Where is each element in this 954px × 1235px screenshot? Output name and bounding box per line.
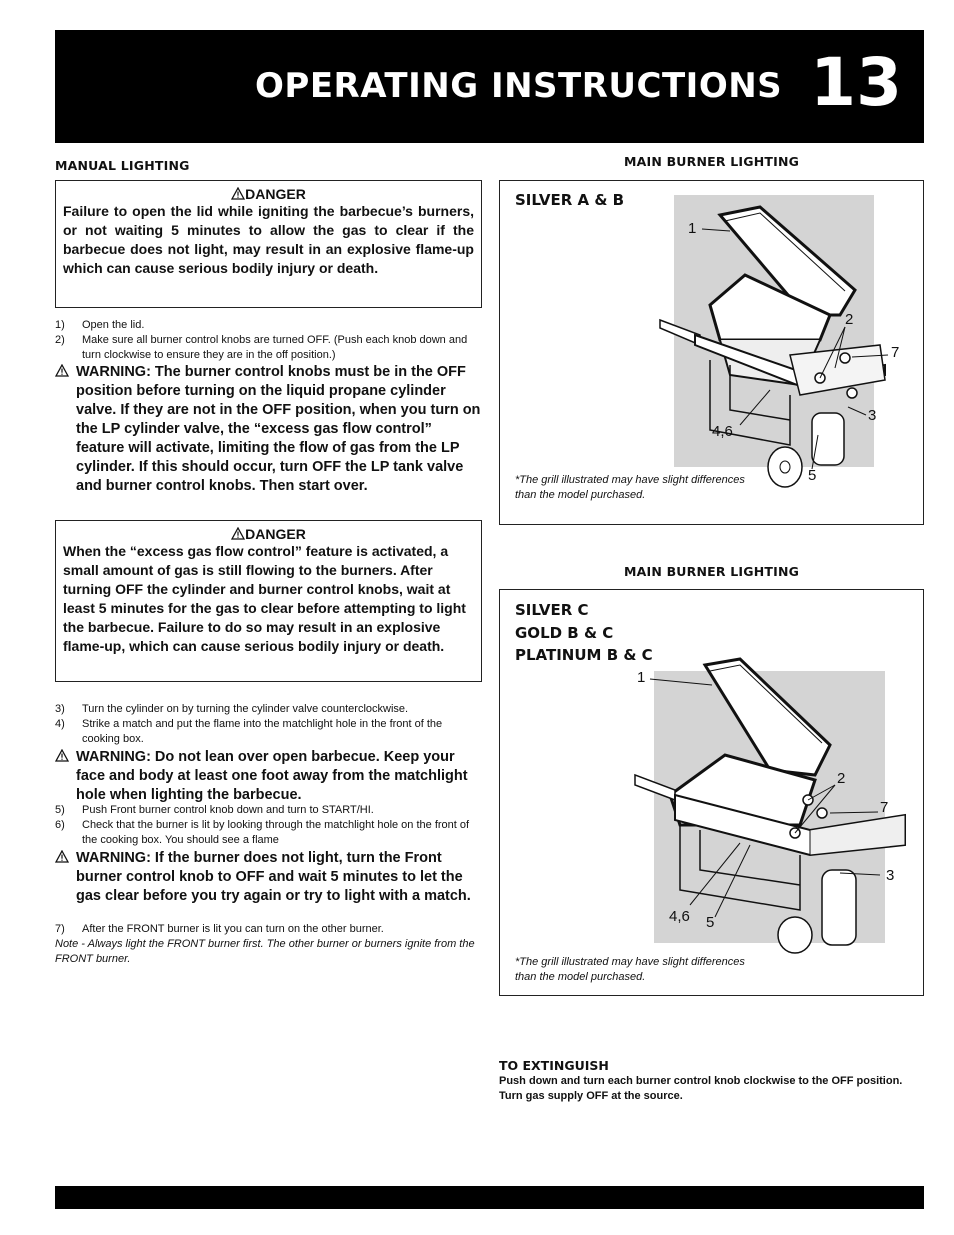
callout-3: 3	[886, 867, 895, 884]
step-5	[55, 803, 483, 818]
figure1-caption: *The grill illustrated may have slight differences than the model purchased.	[515, 474, 745, 501]
callout-3: 3	[868, 407, 877, 424]
step-7	[55, 922, 483, 937]
step-number: 7)	[55, 923, 65, 935]
warning-3	[55, 849, 483, 906]
danger-text-1: Failure to open the lid while igniting the barbecue’s burners, or not waiting 5 minutes to allow the gas to clear if the barbecue does not light, may result in an explosive flame-up which can cause serious bodily injury or death.	[63, 203, 474, 276]
warning-triangle-icon	[231, 527, 245, 540]
warning-text-2: WARNING: Do not lean over open barbecue. Keep your face and body at least one foot away from the matchlight hole when lighting the barbecue.	[76, 749, 468, 803]
callout-2: 2	[837, 770, 846, 787]
danger-box-2	[55, 520, 482, 682]
callout-5: 5	[706, 914, 715, 931]
step-text: Turn the cylinder on by turning the cylinder valve counterclockwise.	[82, 703, 409, 715]
front-burner-note: Note - Always light the FRONT burner first. The other burner or burners ignite from the FRONT burner.	[55, 938, 475, 965]
callout-1: 1	[688, 220, 697, 237]
step-text: Open the lid.	[82, 319, 145, 331]
step-text: After the FRONT burner is lit you can turn on the other burner.	[82, 923, 384, 935]
figure2-heading: MAIN BURNER LIGHTING	[624, 564, 800, 579]
callout-1: 1	[637, 669, 646, 686]
page-number: 13	[810, 44, 902, 121]
figure2-caption: *The grill illustrated may have slight differences than the model purchased.	[515, 956, 745, 983]
extinguish-text: Push down and turn each burner control knob clockwise to the OFF position. Turn gas supply OFF at the source.	[499, 1075, 903, 1102]
warning-triangle-icon	[55, 850, 69, 863]
warning-triangle-icon	[55, 749, 69, 762]
figure1-heading: MAIN BURNER LIGHTING	[624, 154, 800, 169]
callout-7: 7	[880, 799, 889, 816]
danger-box-1	[55, 180, 482, 308]
warning-1	[55, 363, 483, 496]
callout-5: 5	[808, 467, 817, 484]
step-6	[55, 818, 483, 848]
danger-label-1	[56, 186, 481, 202]
warning-2	[55, 748, 483, 805]
step-1	[55, 318, 483, 333]
figure2-title-line-3: PLATINUM B & C	[515, 646, 653, 664]
danger-label-2	[56, 526, 481, 542]
callout-7: 7	[891, 344, 900, 361]
step-number: 5)	[55, 804, 65, 816]
manual-lighting-heading: MANUAL LIGHTING	[55, 158, 190, 173]
callout-4-6: 4,6	[712, 423, 733, 440]
step-number: 2)	[55, 334, 65, 346]
step-text: Push Front burner control knob down and turn to START/HI.	[82, 804, 374, 816]
step-text: Strike a match and put the flame into the matchlight hole in the front of the cooking box.	[82, 718, 443, 745]
grill-illustration-silver-ab	[640, 195, 915, 495]
figure2-title-line-1: SILVER C	[515, 601, 589, 619]
danger-label-text-1: DANGER	[245, 186, 306, 202]
extinguish-heading: TO EXTINGUISH	[499, 1058, 609, 1073]
danger-text-2: When the “excess gas flow control” feature is activated, a small amount of gas is still flowing to the burners. After turning OFF the cylinder and burner control knobs, wait at least 5 minutes for the gas to clear before attempting to light the barbecue. Failure to do so may result in an explosive flame-up, which can cause serious bodily injury or death.	[63, 543, 466, 654]
callout-4-6: 4,6	[669, 908, 690, 925]
figure1-title: SILVER A & B	[515, 191, 625, 209]
warning-triangle-icon	[231, 187, 245, 200]
step-number: 4)	[55, 718, 65, 730]
step-number: 1)	[55, 319, 65, 331]
step-3	[55, 702, 483, 717]
page-header	[55, 30, 924, 143]
step-2	[55, 333, 483, 363]
step-4	[55, 717, 483, 747]
warning-triangle-icon	[55, 364, 69, 377]
danger-label-text-2: DANGER	[245, 526, 306, 542]
step-number: 6)	[55, 819, 65, 831]
step-number: 3)	[55, 703, 65, 715]
warning-text-1: WARNING: The burner control knobs must be in the OFF position before turning on the liquid propane cylinder valve. If they are not in the OFF position, when you turn on the LP cylinder valve, the “excess gas flow control” feature will activate, limiting the flow of gas from the LP cylinder. If this should occur, turn OFF the LP tank valve and burner control knobs. Then start over.	[76, 364, 481, 494]
step-text: Check that the burner is lit by looking through the matchlight hole on the front of the cooking box. You should see a flame	[82, 819, 470, 846]
step-text: Make sure all burner control knobs are turned OFF. (Push each knob down and turn clockwise to ensure they are in the off position.)	[82, 334, 468, 361]
callout-2: 2	[845, 311, 854, 328]
footer-bar	[55, 1186, 924, 1209]
figure2-title-line-2: GOLD B & C	[515, 623, 614, 642]
warning-text-3: WARNING: If the burner does not light, turn the Front burner control knob to OFF and wait 5 minutes to let the gas clear before you try again or try to light with a match.	[76, 850, 471, 904]
page-title: OPERATING INSTRUCTIONS	[255, 66, 783, 106]
